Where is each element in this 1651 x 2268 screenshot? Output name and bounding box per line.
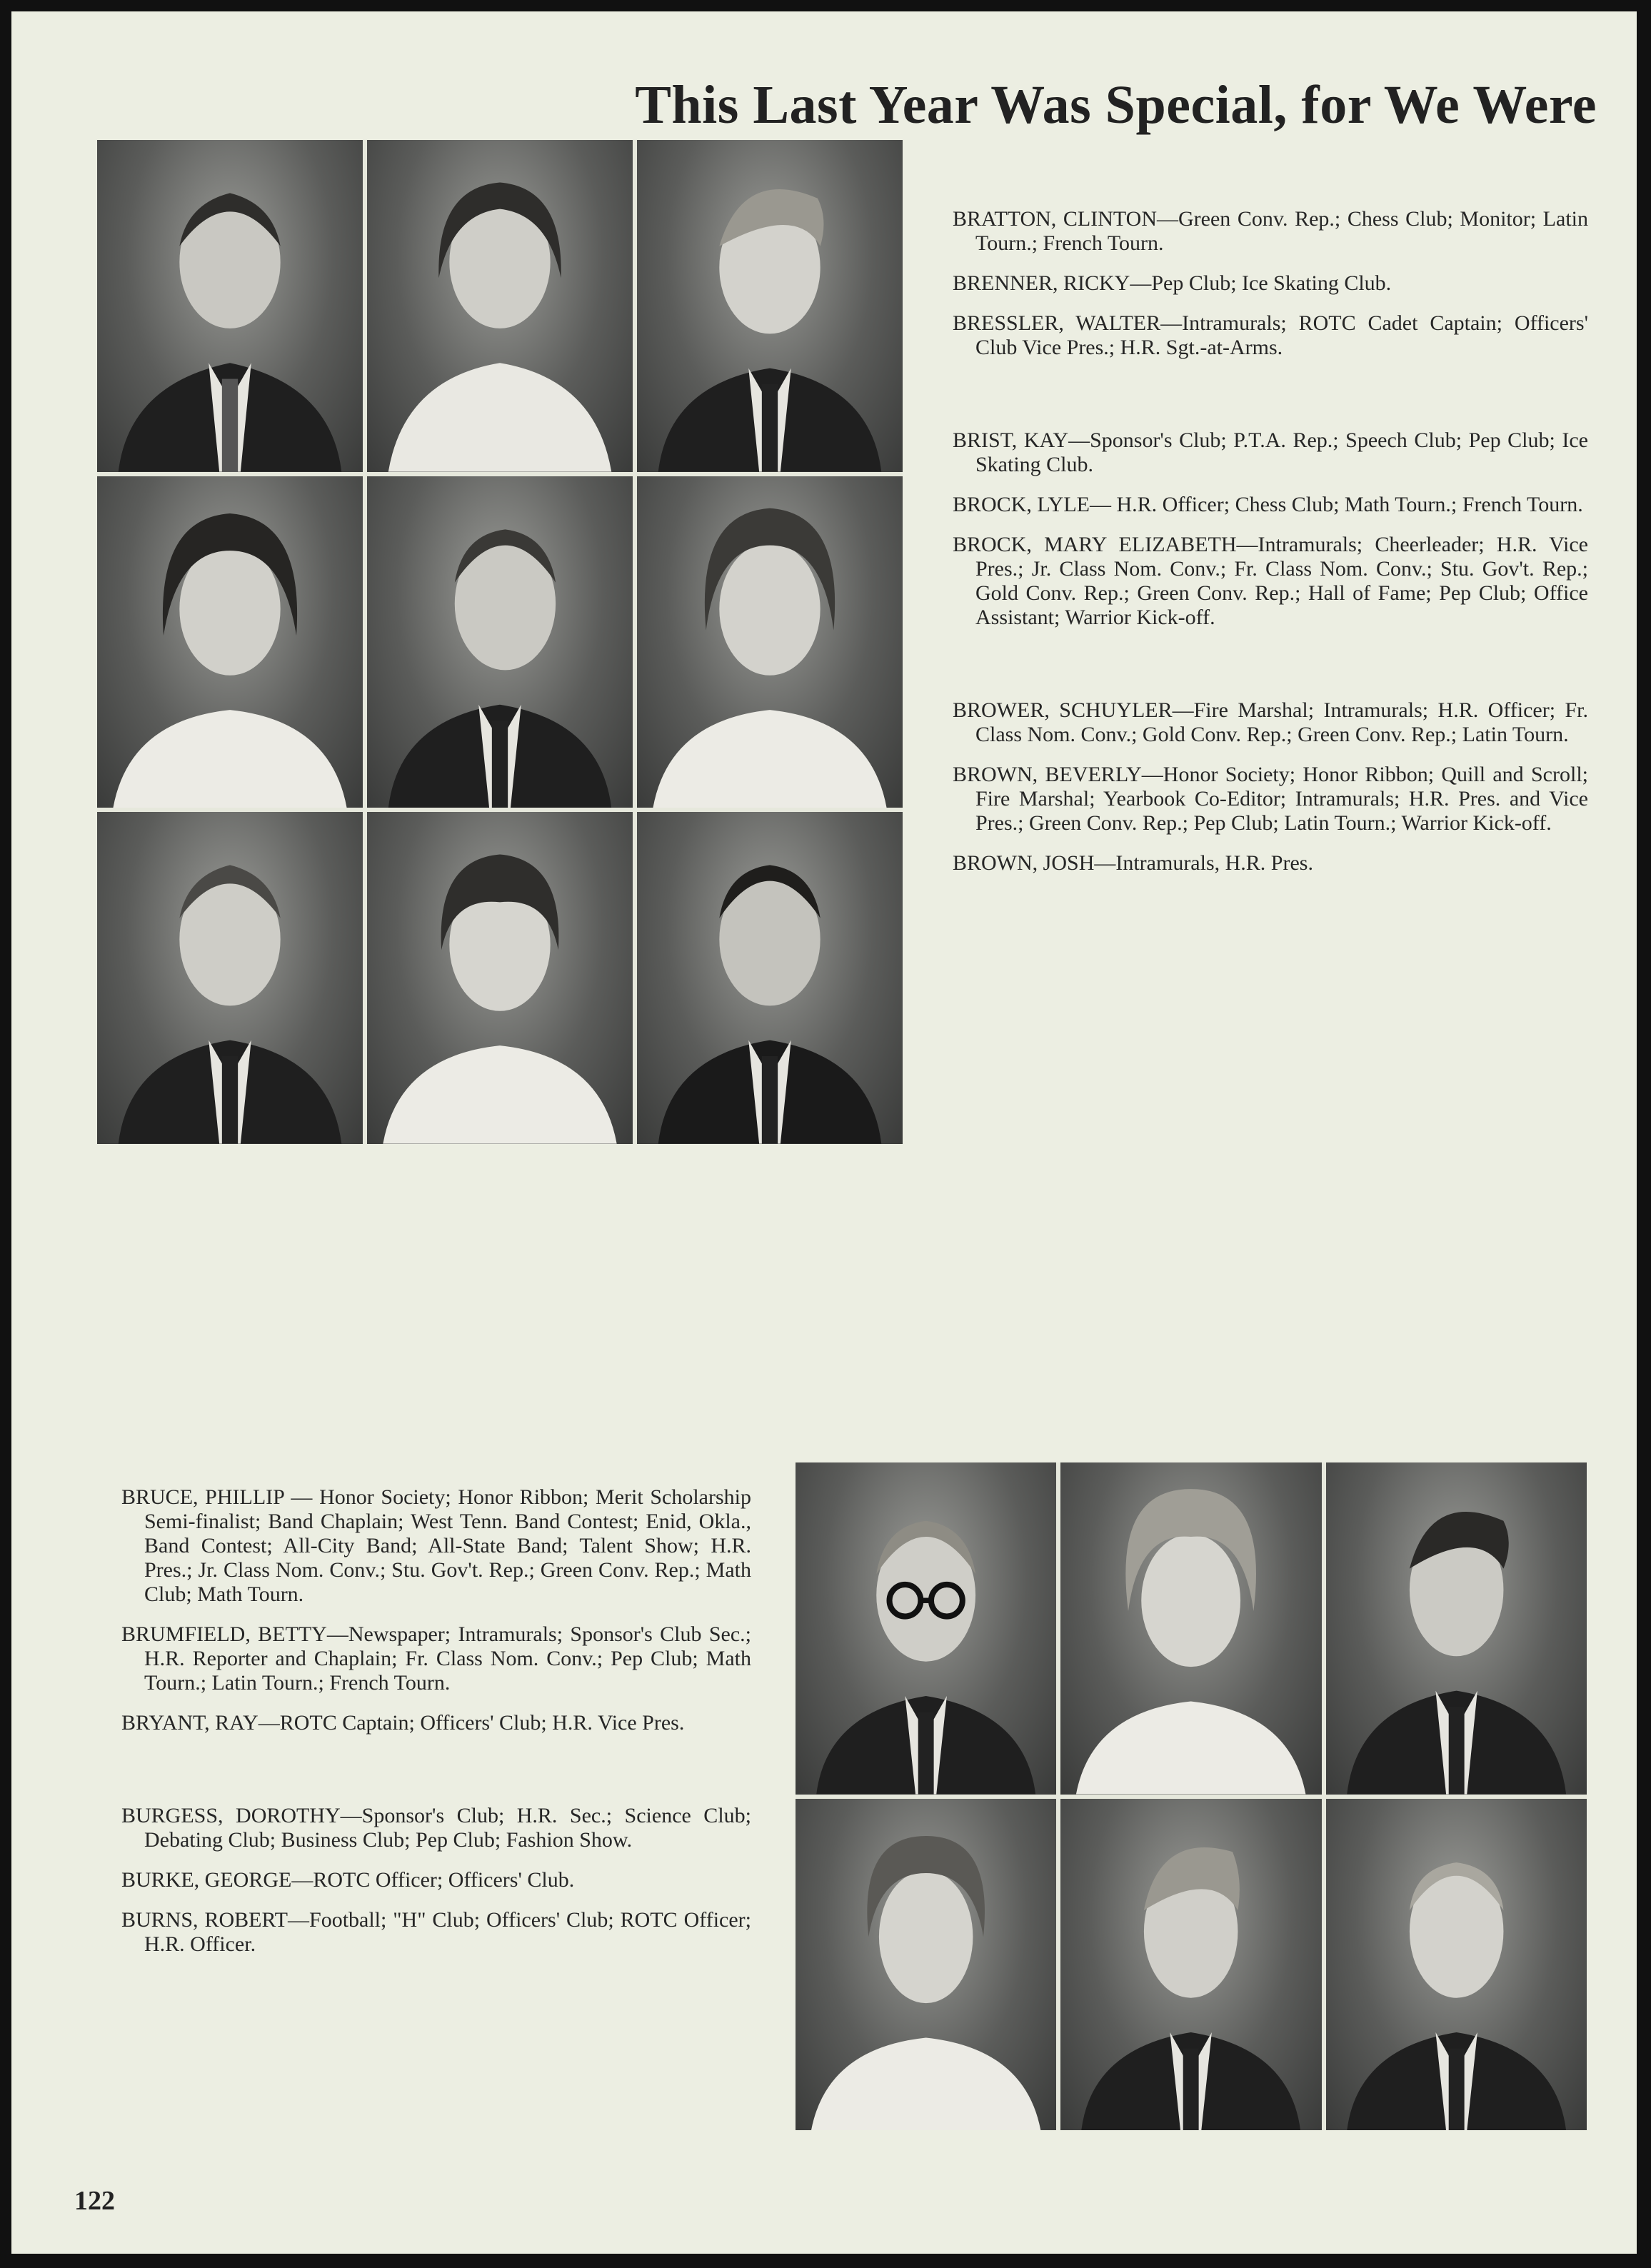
portrait-photo-brist [97, 476, 363, 808]
portrait-photo-brock-lyle [367, 476, 633, 808]
entry-brumfield: BRUMFIELD, BETTY—Newspaper; Intramurals; Sponsor's Club Sec.; H.R. Reporter and Chaplain; Fr. Class Nom. Conv.; Pep Club; Math Tourn.; Latin Tourn.; French Tourn. [121, 1622, 751, 1695]
top-portrait-grid [97, 140, 903, 1144]
portrait-photo-brumfield [1060, 1462, 1321, 1795]
entry-brown-beverly: BROWN, BEVERLY—Honor Society; Honor Ribbon; Quill and Scroll; Fire Marshal; Yearbook Co-Editor; Intramurals; H.R. Pres. and Vice Pres.; Green Conv. Rep.; Pep Club; Latin Tourn.; Warrior Kick-off. [953, 763, 1588, 835]
entry-brower: BROWER, SCHUYLER—Fire Marshal; Intramurals; H.R. Officer; Fr. Class Nom. Conv.; Gold Conv. Rep.; Green Conv. Rep.; Latin Tourn. [953, 698, 1588, 746]
bottom-entries [121, 1485, 751, 1972]
entry-bressler: BRESSLER, WALTER—Intramurals; ROTC Cadet Captain; Officers' Club Vice Pres.; H.R. Sgt.-at-Arms. [953, 311, 1588, 359]
entry-burke: BURKE, GEORGE—ROTC Officer; Officers' Club. [121, 1868, 575, 1892]
entry-brock-mary: BROCK, MARY ELIZABETH—Intramurals; Cheerleader; H.R. Vice Pres.; Jr. Class Nom. Conv.; Fr. Class Nom. Conv.; Stu. Gov't. Rep.; Gold Conv. Rep.; Green Conv. Rep.; Hall of Fame; Pep Club; Office Assistant; Warrior Kick-off. [953, 533, 1588, 629]
portrait-photo-bryant [1326, 1462, 1587, 1795]
portrait-photo-bressler [637, 140, 903, 472]
top-entries [953, 207, 1588, 891]
portrait-photo-brenner [367, 140, 633, 472]
portrait-photo-brown-josh [637, 812, 903, 1144]
page-number: 122 [74, 2186, 115, 2216]
entry-burgess: BURGESS, DOROTHY—Sponsor's Club; H.R. Sec.; Science Club; Debating Club; Business Club; Pep Club; Fashion Show. [121, 1804, 751, 1852]
portrait-photo-brock-mary [637, 476, 903, 808]
portrait-photo-brown-beverly [367, 812, 633, 1144]
portrait-photo-brower [97, 812, 363, 1144]
portrait-photo-burns [1326, 1799, 1587, 2131]
portrait-photo-bruce [796, 1462, 1056, 1795]
entry-bruce: BRUCE, PHILLIP — Honor Society; Honor Ribbon; Merit Scholarship Semi-finalist; Band Chaplain; West Tenn. Band Contest; Enid, Okla., Band Contest; All-City Band; All-State Band; Talent Show; H.R. Pres.; Jr. Class Nom. Conv.; Stu. Gov't. Rep.; Green Conv. Rep.; Math Club; Math Tourn. [121, 1485, 751, 1606]
entry-brenner: BRENNER, RICKY—Pep Club; Ice Skating Club. [953, 271, 1392, 295]
portrait-photo-burgess [796, 1799, 1056, 2131]
entry-bratton: BRATTON, CLINTON—Green Conv. Rep.; Chess Club; Monitor; Latin Tourn.; French Tourn. [953, 207, 1588, 255]
entry-brown-josh: BROWN, JOSH—Intramurals, H.R. Pres. [953, 851, 1313, 875]
yearbook-page [11, 11, 1637, 2254]
entry-brist: BRIST, KAY—Sponsor's Club; P.T.A. Rep.; Speech Club; Pep Club; Ice Skating Club. [953, 428, 1588, 476]
entry-burns: BURNS, ROBERT—Football; "H" Club; Officers' Club; ROTC Officer; H.R. Officer. [121, 1908, 751, 1956]
bottom-portrait-grid [796, 1462, 1587, 2130]
entry-bryant: BRYANT, RAY—ROTC Captain; Officers' Club; H.R. Vice Pres. [121, 1711, 685, 1735]
page-title: This Last Year Was Special, for We Were [635, 75, 1597, 135]
entry-brock-lyle: BROCK, LYLE— H.R. Officer; Chess Club; Math Tourn.; French Tourn. [953, 493, 1583, 516]
portrait-photo-burke [1060, 1799, 1321, 2131]
portrait-photo-bratton [97, 140, 363, 472]
